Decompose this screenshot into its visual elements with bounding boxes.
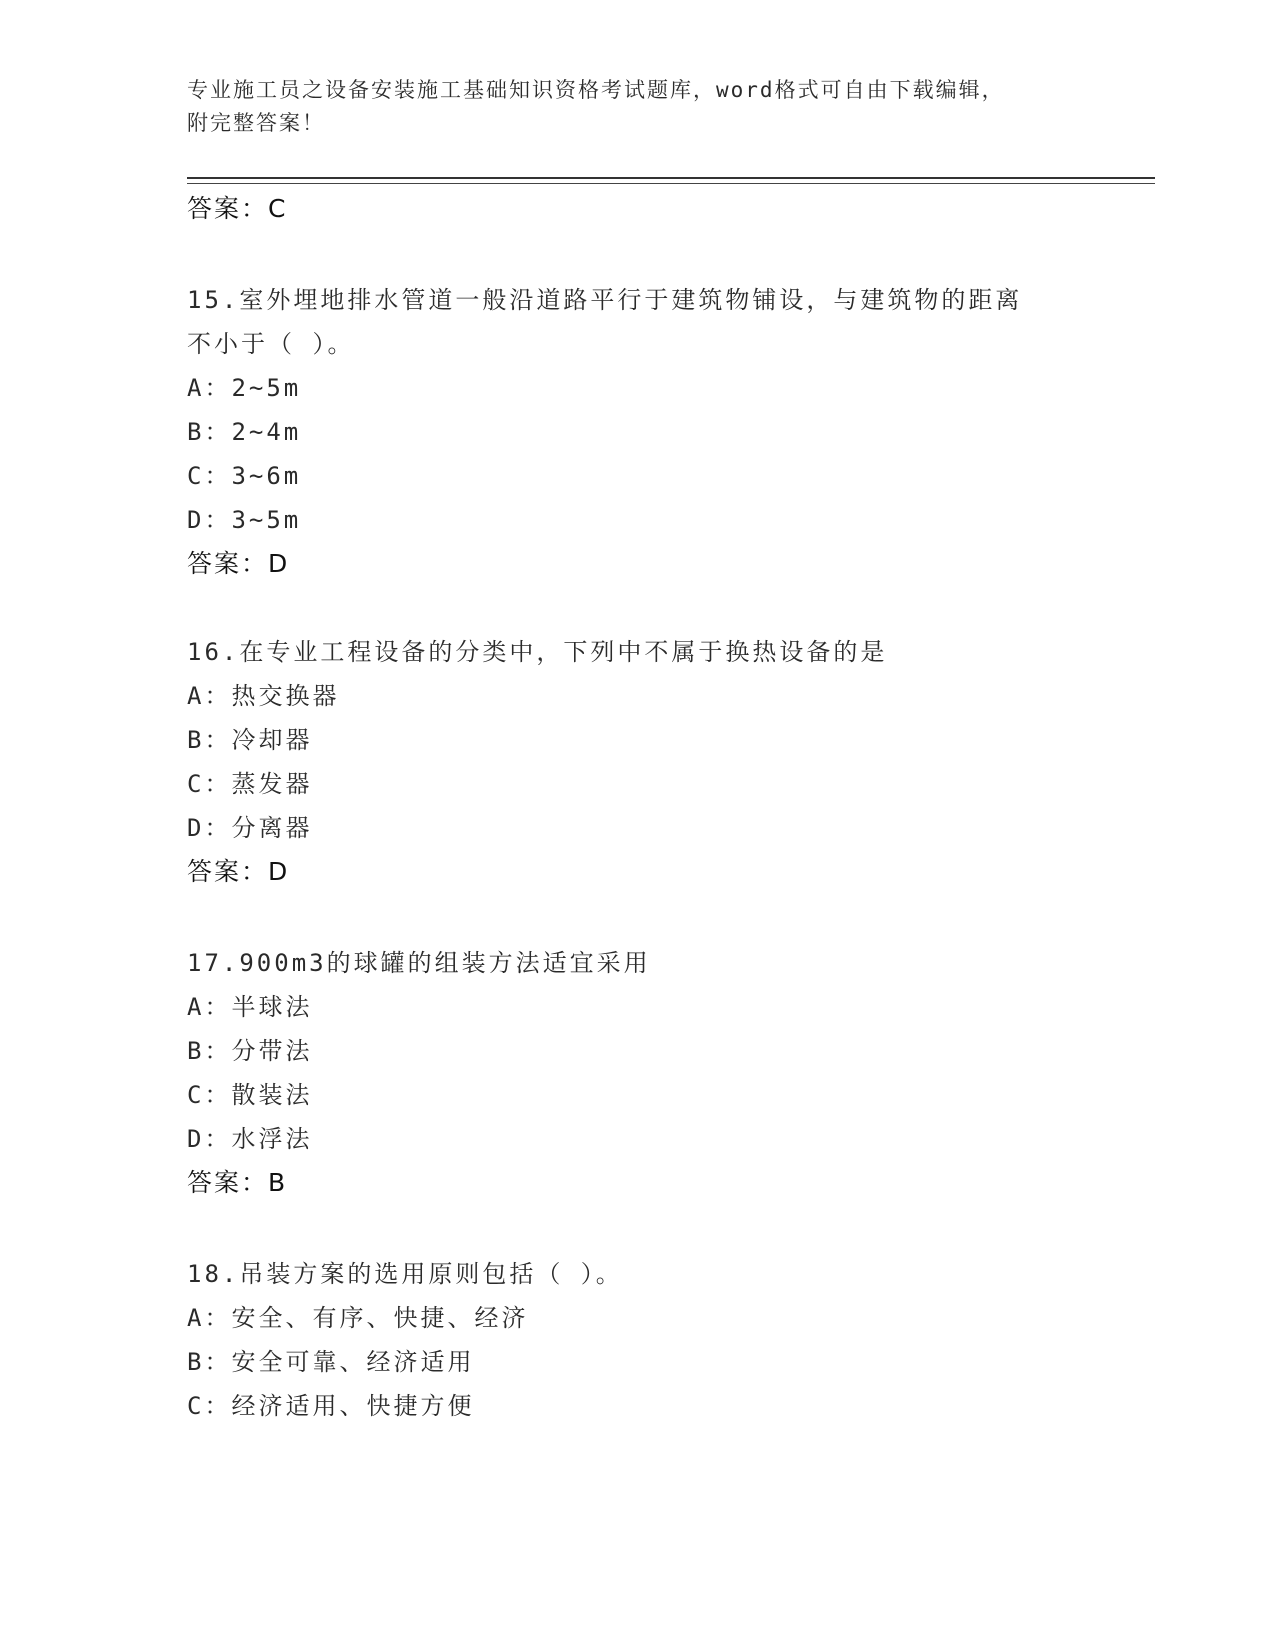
header-divider-thick xyxy=(187,177,1155,179)
question-17-option-a: A：半球法 xyxy=(187,993,313,1021)
document-header xyxy=(187,74,1067,140)
header-line-2: 附完整答案！ xyxy=(187,111,325,135)
question-15-option-c: C：3~6m xyxy=(187,462,302,490)
question-17-option-d: D：水浮法 xyxy=(187,1125,313,1153)
question-17-option-c: C：散装法 xyxy=(187,1081,313,1109)
question-16-option-a: A：热交换器 xyxy=(187,682,340,710)
question-18-option-a: A：安全、有序、快捷、经济 xyxy=(187,1304,529,1332)
question-16-option-b: B：冷却器 xyxy=(187,726,313,754)
header-line-1: 专业施工员之设备安装施工基础知识资格考试题库，word格式可自由下载编辑， xyxy=(187,78,1005,102)
question-15-option-a: A：2~5m xyxy=(187,374,302,402)
question-17-answer: 答案：B xyxy=(187,1168,288,1197)
question-15-option-d: D：3~5m xyxy=(187,506,302,534)
question-18-stem: 18.吊装方案的选用原则包括（ ）。 xyxy=(187,1260,623,1288)
question-16-stem: 16.在专业工程设备的分类中，下列中不属于换热设备的是 xyxy=(187,638,888,666)
question-18-option-b: B：安全可靠、经济适用 xyxy=(187,1348,475,1376)
question-18-option-c: C：经济适用、快捷方便 xyxy=(187,1392,475,1420)
header-divider-thin xyxy=(187,183,1155,184)
question-16-option-c: C：蒸发器 xyxy=(187,770,313,798)
question-17-option-b: B：分带法 xyxy=(187,1037,313,1065)
question-16-option-d: D：分离器 xyxy=(187,814,313,842)
question-15-stem-line-1: 15.室外埋地排水管道一般沿道路平行于建筑物铺设，与建筑物的距离 xyxy=(187,286,1023,314)
question-15-stem-line-2: 不小于（ ）。 xyxy=(187,330,355,358)
question-15-answer: 答案：D xyxy=(187,549,290,578)
question-15-option-b: B：2~4m xyxy=(187,418,302,446)
question-17-stem: 17.900m3的球罐的组装方法适宜采用 xyxy=(187,949,651,977)
previous-answer: 答案：C xyxy=(187,194,288,223)
question-16-answer: 答案：D xyxy=(187,857,290,886)
